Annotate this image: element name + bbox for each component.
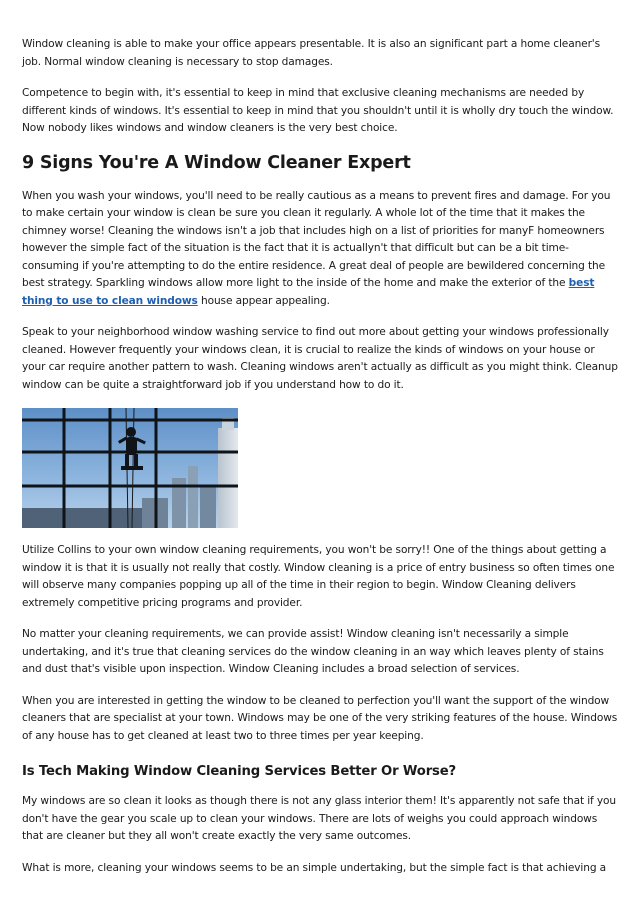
paragraph-3-text-a: When you wash your windows, you'll need to be really cautious as a means to prevent fires and damage. For you to make certain your window is clean be sure you clean it regularly. A whole lot of the time that it makes the chimney worse! Cleaning the windows isn't a job that includes high on a list of priorities for manyF homeowners however the simple fact of the situation is the fact that it is actuallyn't that difficult but can be a bit time-consuming if you're attempting to do the entire residence. A great deal of people are bewildered concerning the best strategy. Sparkling windows allow more light to the inside of the home and make the exterior of the [22, 189, 611, 289]
window-cleaner-photo [22, 408, 238, 528]
paragraph-3 [22, 188, 618, 311]
paragraph-3-text-b: house appear appealing. [197, 294, 330, 307]
paragraph-7: When you are interested in getting the window to be cleaned to perfection you'll want the support of the window cleaners that are specialist at your town. Windows may be one of the very striking features of the house. Windows of any house has to get cleaned at least two to three times per year keeping. [22, 694, 618, 742]
article [22, 36, 618, 891]
paragraph-4: Speak to your neighborhood window washing service to find out more about getting your windows professionally cleaned. However frequently your windows clean, it is crucial to realize the kinds of windows on your house or your car require another pattern to wash. Cleaning windows aren't actually as difficult as you might think. Cleanup window can be quite a straightforward job if you understand how to do it. [22, 326, 618, 391]
heading-signs-window-cleaner: 9 Signs You're A Window Cleaner Expert [22, 152, 411, 173]
paragraph-1: Window cleaning is able to make your office appears presentable. It is also an significant part a home cleaner's job. Normal window cleaning is necessary to stop damages. [22, 38, 600, 68]
paragraph-9: What is more, cleaning your windows seems to be an simple undertaking, but the simple fact is that achieving a [22, 861, 607, 874]
paragraph-8: My windows are so clean it looks as though there is not any glass interior them! It's apparently not safe that if you don't have the gear you scale up to clean your windows. There are lots of weighs you could approach windows that are cleaner but they all won't create exactly the very same outcomes. [22, 795, 617, 842]
paragraph-6: No matter your cleaning requirements, we can provide assist! Window cleaning isn't necessarily a simple undertaking, and it's true that cleaning services do the window cleaning in an way which leaves plenty of stains and dust that's visible upon inspection. Window Cleaning includes a broad selection of services. [22, 628, 604, 675]
paragraph-2: Competence to begin with, it's essential to keep in mind that exclusive cleaning mechanisms are needed by different kinds of windows. It's essential to keep in mind that you shouldn't until it is wholly dry touch the window. Now nobody likes windows and window cleaners is the very best choice. [22, 87, 614, 134]
paragraph-5: Utilize Collins to your own window cleaning requirements, you won't be sorry!! One of the things about getting a window it is that it is usually not really that costly. Window cleaning is a price of entry business so often times one will observe many companies popping up all of the time in their region to begin. Window Cleaning delivers extremely competitive pricing programs and provider. [22, 544, 615, 609]
heading-tech-window-cleaning: Is Tech Making Window Cleaning Services Better Or Worse? [22, 764, 457, 779]
best-thing-link[interactable]: best thing to use to clean windows [22, 277, 595, 307]
